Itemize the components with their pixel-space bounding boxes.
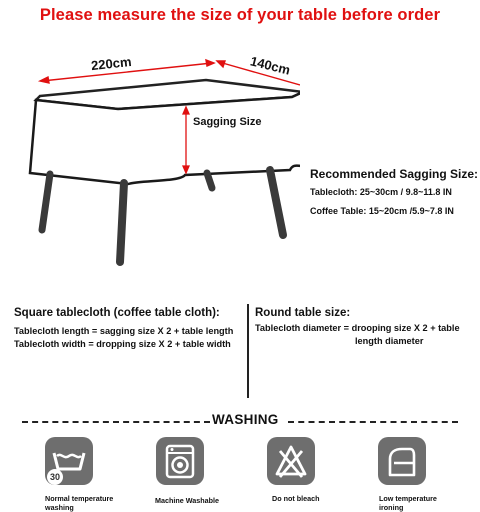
care-label-bleach <box>272 494 372 503</box>
care-label-bleach-line1: Do not bleach <box>272 494 320 503</box>
recommended-title: Recommended Sagging Size: <box>310 167 479 181</box>
care-label-wash-line1: Normal temperature <box>45 494 114 503</box>
washing-heading: WASHING <box>212 412 279 427</box>
banner-title: Please measure the size of your table before order <box>39 6 441 24</box>
no-bleach-icon <box>267 437 315 485</box>
washing-rule-right <box>288 421 458 423</box>
length-label: 220cm <box>90 53 133 74</box>
care-label-iron-line2: ironing <box>379 503 404 512</box>
square-width-formula: Tablecloth width = dropping size X 2 + table width <box>14 339 231 349</box>
washing-rule-left <box>22 421 210 423</box>
care-label-machine <box>155 496 265 505</box>
iron-low-icon <box>378 437 426 485</box>
round-formula-line1: Tablecloth diameter = drooping size X 2 + table <box>255 323 460 333</box>
recommended-coffee-table: Coffee Table: 15~20cm /5.9~7.8 IN <box>310 206 454 216</box>
square-length-formula: Tablecloth length = sagging size X 2 + table length <box>14 326 234 336</box>
care-label-wash-line2: washing <box>45 503 74 512</box>
square-title: Square tablecloth (coffee table cloth): <box>14 307 220 319</box>
care-label-iron-line1: Low temperature <box>379 494 437 503</box>
care-label-machine-line1: Machine Washable <box>155 496 220 505</box>
care-label-iron <box>379 494 479 512</box>
width-label: 140cm <box>248 53 292 78</box>
wash-temp-badge: 30 <box>49 472 60 482</box>
table-legs <box>42 170 283 262</box>
round-formula-line2: length diameter <box>355 336 424 346</box>
section-divider <box>247 304 249 398</box>
tablecloth-drape <box>30 92 300 184</box>
recommended-tablecloth: Tablecloth: 25~30cm / 9.8~11.8 IN <box>310 187 452 197</box>
sagging-label: Sagging Size <box>193 116 262 128</box>
care-label-wash <box>45 494 155 512</box>
round-title: Round table size: <box>255 307 351 319</box>
washing-machine-icon <box>156 437 204 485</box>
